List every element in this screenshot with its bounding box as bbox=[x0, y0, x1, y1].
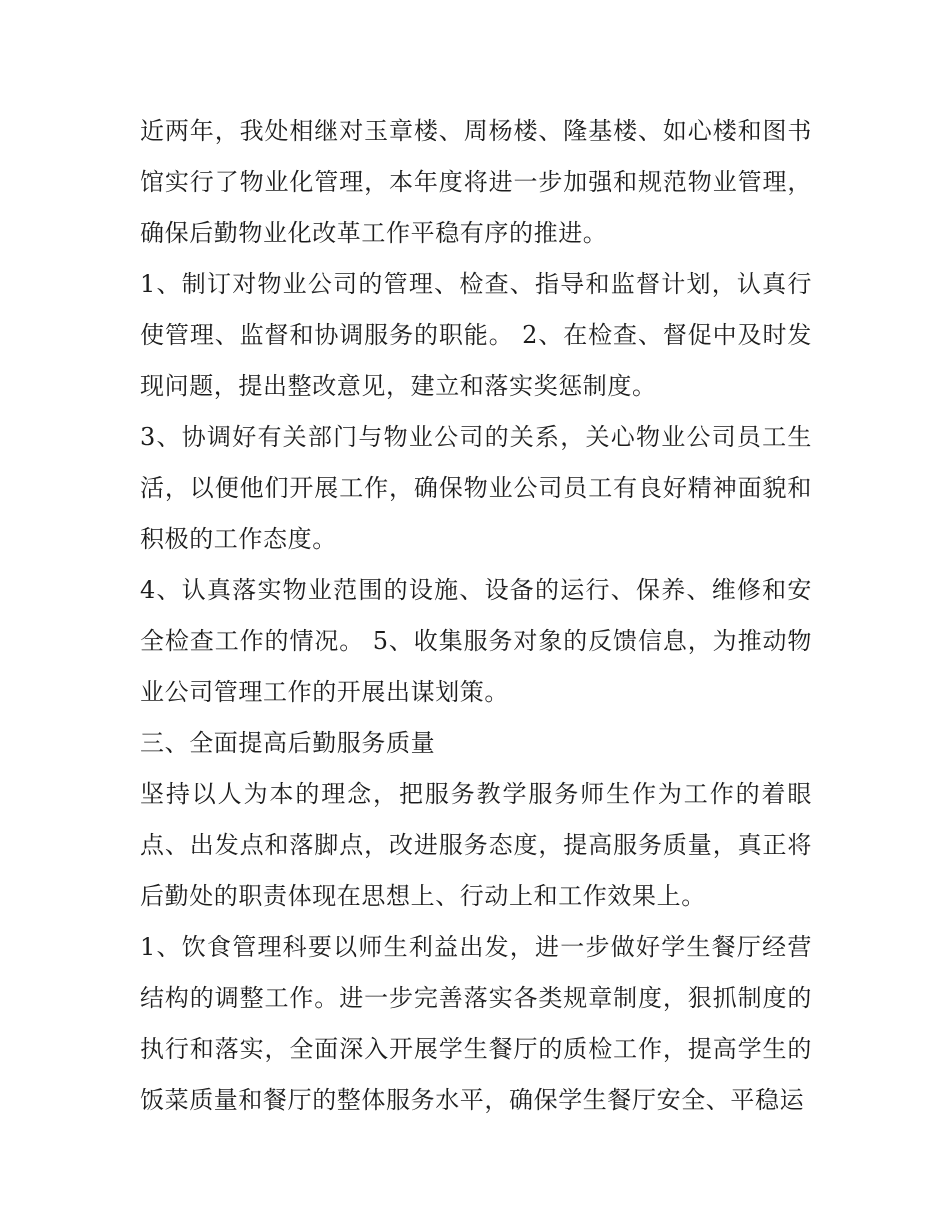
document-body bbox=[140, 106, 812, 1126]
paragraph-catering-management: 1、饮食管理科要以师生利益出发，进一步做好学生餐厅经营结构的调整工作。进一步完善落实各类规章制度，狠抓制度的执行和落实，全面深入开展学生餐厅的质检工作，提高学生的饭菜质量和餐厅的整体服务水平，确保学生餐厅安全、平稳运 bbox=[140, 933, 812, 1114]
paragraph-service-philosophy: 坚持以人为本的理念，把服务教学服务师生作为工作的着眼点、出发点和落脚点，改进服务态度，提高服务质量，真正将后勤处的职责体现在思想上、行动上和工作效果上。 bbox=[140, 780, 812, 910]
section-heading-service-quality: 三、全面提高后勤服务质量 bbox=[140, 729, 436, 757]
paragraph-property-management-intro: 近两年，我处相继对玉章楼、周杨楼、隆基楼、如心楼和图书馆实行了物业化管理，本年度将进一步加强和规范物业管理，确保后勤物业化改革工作平稳有序的推进。 bbox=[140, 117, 812, 247]
paragraph-item-4-5: 4、认真落实物业范围的设施、设备的运行、保养、维修和安全检查工作的情况。 5、收集服务对象的反馈信息，为推动物业公司管理工作的开展出谋划策。 bbox=[140, 576, 812, 706]
paragraph-item-3: 3、协调好有关部门与物业公司的关系，关心物业公司员工生活，以便他们开展工作，确保物业公司员工有良好精神面貌和积极的工作态度。 bbox=[140, 423, 812, 553]
paragraph-item-1-2: 1、制订对物业公司的管理、检查、指导和监督计划，认真行使管理、监督和协调服务的职能。 2、在检查、督促中及时发现问题，提出整改意见，建立和落实奖惩制度。 bbox=[140, 270, 812, 400]
